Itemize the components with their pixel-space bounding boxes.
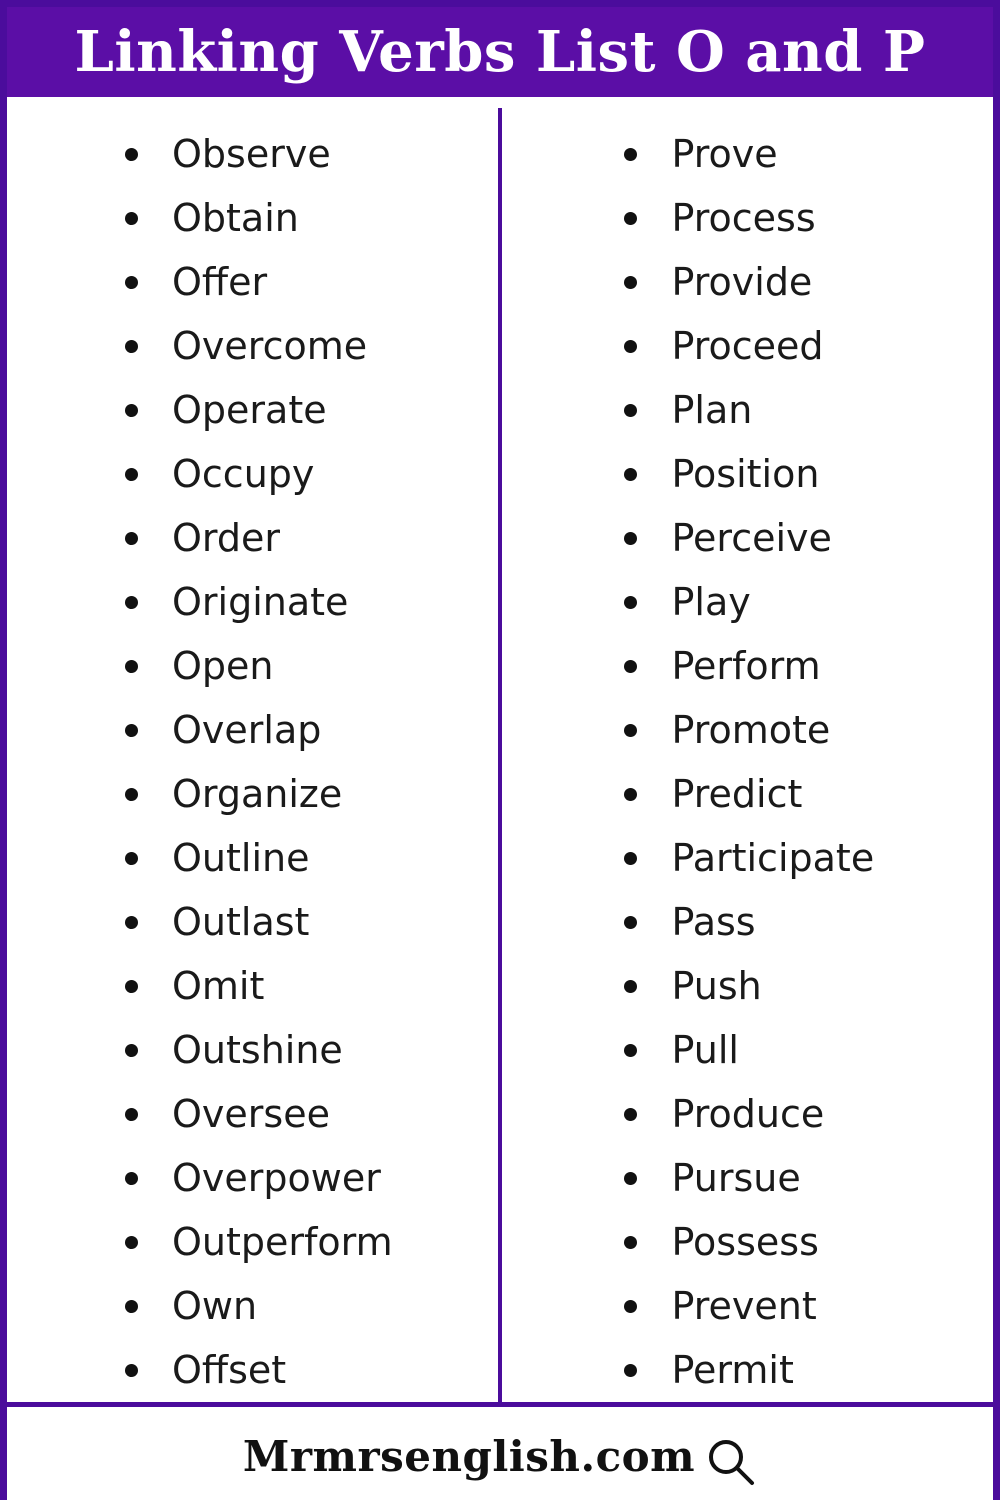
bullet-icon	[125, 1300, 138, 1313]
list-item	[7, 698, 498, 762]
column-p	[502, 108, 993, 1402]
list-item	[7, 570, 498, 634]
verb-label: Position	[671, 452, 820, 496]
list-item	[7, 1210, 498, 1274]
verb-label: Permit	[671, 1348, 794, 1392]
bullet-icon	[125, 148, 138, 161]
list-item	[7, 314, 498, 378]
column-o	[7, 108, 498, 1402]
verb-label: Pass	[671, 900, 756, 944]
verb-list-p	[502, 108, 993, 1402]
verb-label: Proceed	[671, 324, 824, 368]
list-item	[502, 634, 993, 698]
bullet-icon	[624, 852, 637, 865]
verb-label: Prevent	[671, 1284, 817, 1328]
list-item	[502, 1274, 993, 1338]
bullet-icon	[125, 468, 138, 481]
bullet-icon	[624, 596, 637, 609]
bullet-icon	[125, 212, 138, 225]
verb-label: Produce	[671, 1092, 825, 1136]
verb-label: Outlast	[172, 900, 310, 944]
verb-label: Organize	[172, 772, 343, 816]
website-label: Mrmrsenglish.com	[242, 1431, 696, 1481]
list-item	[502, 506, 993, 570]
list-item	[7, 1146, 498, 1210]
bullet-icon	[125, 724, 138, 737]
list-item	[7, 378, 498, 442]
bullet-icon	[125, 916, 138, 929]
verb-label: Obtain	[172, 196, 299, 240]
bullet-icon	[125, 276, 138, 289]
verb-label: Participate	[671, 836, 875, 880]
poster-footer	[7, 1402, 993, 1505]
verb-label: Occupy	[172, 452, 315, 496]
verb-label: Push	[671, 964, 762, 1008]
list-item	[502, 1082, 993, 1146]
verb-label: Outline	[172, 836, 310, 880]
bullet-icon	[624, 276, 637, 289]
bullet-icon	[125, 340, 138, 353]
bullet-icon	[624, 340, 637, 353]
list-item	[502, 826, 993, 890]
bullet-icon	[125, 852, 138, 865]
verb-label: Omit	[172, 964, 265, 1008]
list-item	[7, 762, 498, 826]
list-item	[7, 250, 498, 314]
bullet-icon	[624, 1044, 637, 1057]
list-item	[502, 186, 993, 250]
list-item	[7, 826, 498, 890]
bullet-icon	[624, 916, 637, 929]
verb-label: Play	[671, 580, 751, 624]
verb-label: Possess	[671, 1220, 819, 1264]
bullet-icon	[125, 788, 138, 801]
bullet-icon	[624, 148, 637, 161]
verb-label: Overpower	[172, 1156, 381, 1200]
bullet-icon	[624, 1172, 637, 1185]
list-item	[502, 1018, 993, 1082]
bullet-icon	[125, 1108, 138, 1121]
verb-label: Order	[172, 516, 280, 560]
verb-label: Perform	[671, 644, 821, 688]
bullet-icon	[624, 1236, 637, 1249]
bullet-icon	[125, 532, 138, 545]
bullet-icon	[624, 212, 637, 225]
bullet-icon	[624, 532, 637, 545]
bullet-icon	[125, 1364, 138, 1377]
verb-label: Offer	[172, 260, 268, 304]
bullet-icon	[125, 404, 138, 417]
bullet-icon	[624, 1300, 637, 1313]
verb-list-o	[7, 108, 498, 1402]
list-item	[7, 1338, 498, 1402]
list-item	[502, 762, 993, 826]
list-item	[7, 122, 498, 186]
list-item	[502, 954, 993, 1018]
bullet-icon	[125, 660, 138, 673]
list-item	[7, 442, 498, 506]
verb-label: Oversee	[172, 1092, 330, 1136]
bullet-icon	[624, 724, 637, 737]
bullet-icon	[624, 404, 637, 417]
list-item	[502, 122, 993, 186]
verb-label: Originate	[172, 580, 349, 624]
list-item	[502, 250, 993, 314]
verb-label: Plan	[671, 388, 753, 432]
verb-label: Offset	[172, 1348, 287, 1392]
verb-label: Overlap	[172, 708, 322, 752]
verb-label: Observe	[172, 132, 331, 176]
list-item	[502, 1338, 993, 1402]
page-title: Linking Verbs List O and P	[74, 19, 926, 85]
list-item	[7, 506, 498, 570]
list-item	[502, 698, 993, 762]
list-item	[7, 954, 498, 1018]
bullet-icon	[125, 596, 138, 609]
bullet-icon	[125, 980, 138, 993]
bullet-icon	[624, 1108, 637, 1121]
list-item	[502, 442, 993, 506]
verb-label: Outperform	[172, 1220, 393, 1264]
verb-label: Process	[671, 196, 816, 240]
verb-label: Overcome	[172, 324, 368, 368]
verb-label: Outshine	[172, 1028, 343, 1072]
list-item	[502, 890, 993, 954]
bullet-icon	[125, 1044, 138, 1057]
list-item	[7, 1274, 498, 1338]
verb-label: Open	[172, 644, 274, 688]
bullet-icon	[624, 660, 637, 673]
verb-label: Promote	[671, 708, 831, 752]
bullet-icon	[125, 1236, 138, 1249]
search-icon	[705, 1436, 757, 1488]
list-item	[502, 1146, 993, 1210]
list-item	[502, 378, 993, 442]
list-item	[7, 186, 498, 250]
list-item	[7, 1082, 498, 1146]
bullet-icon	[624, 468, 637, 481]
verb-label: Perceive	[671, 516, 832, 560]
bullet-icon	[624, 788, 637, 801]
verb-label: Pursue	[671, 1156, 801, 1200]
verb-label: Prove	[671, 132, 778, 176]
list-item	[502, 314, 993, 378]
verb-columns	[7, 102, 993, 1402]
list-item	[7, 1018, 498, 1082]
poster-header	[7, 7, 993, 102]
bullet-icon	[624, 980, 637, 993]
verb-label: Operate	[172, 388, 327, 432]
verb-label: Provide	[671, 260, 813, 304]
list-item	[502, 1210, 993, 1274]
list-item	[502, 570, 993, 634]
verb-label: Own	[172, 1284, 258, 1328]
list-item	[7, 634, 498, 698]
verb-label: Pull	[671, 1028, 739, 1072]
verb-label: Predict	[671, 772, 803, 816]
bullet-icon	[624, 1364, 637, 1377]
bullet-icon	[125, 1172, 138, 1185]
list-item	[7, 890, 498, 954]
